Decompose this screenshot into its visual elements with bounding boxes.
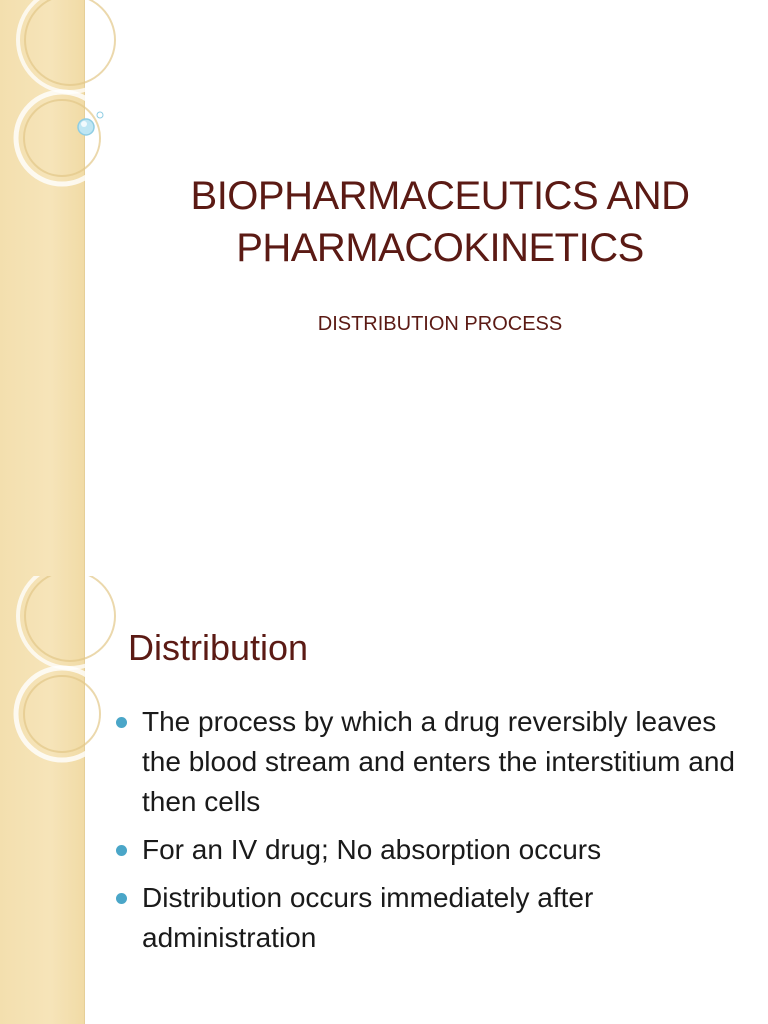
bullet-icon xyxy=(116,893,127,904)
list-item xyxy=(116,878,736,958)
bullet-text: The process by which a drug reversibly leaves the blood stream and enters the interstitium and then cells xyxy=(142,706,736,817)
bullet-list xyxy=(116,702,736,966)
decorative-circles-icon xyxy=(0,576,120,796)
content-slide xyxy=(0,576,768,1024)
slide-heading: Distribution xyxy=(128,627,309,668)
bullet-icon xyxy=(116,717,127,728)
title-line-2: PHARMACOKINETICS xyxy=(236,226,644,270)
list-item xyxy=(116,702,736,822)
slide-subtitle: DISTRIBUTION PROCESS xyxy=(317,313,563,335)
bullet-text: Distribution occurs immediately after administration xyxy=(142,882,594,953)
decorative-sidebar xyxy=(0,0,85,576)
bullet-icon xyxy=(116,845,127,856)
list-item xyxy=(116,830,736,870)
title-line-1: BIOPHARMACEUTICS AND xyxy=(190,174,690,218)
decorative-sidebar xyxy=(0,576,85,1024)
slide-title xyxy=(150,170,730,274)
bubble-icon xyxy=(0,0,120,160)
bullet-text: For an IV drug; No absorption occurs xyxy=(142,834,602,865)
